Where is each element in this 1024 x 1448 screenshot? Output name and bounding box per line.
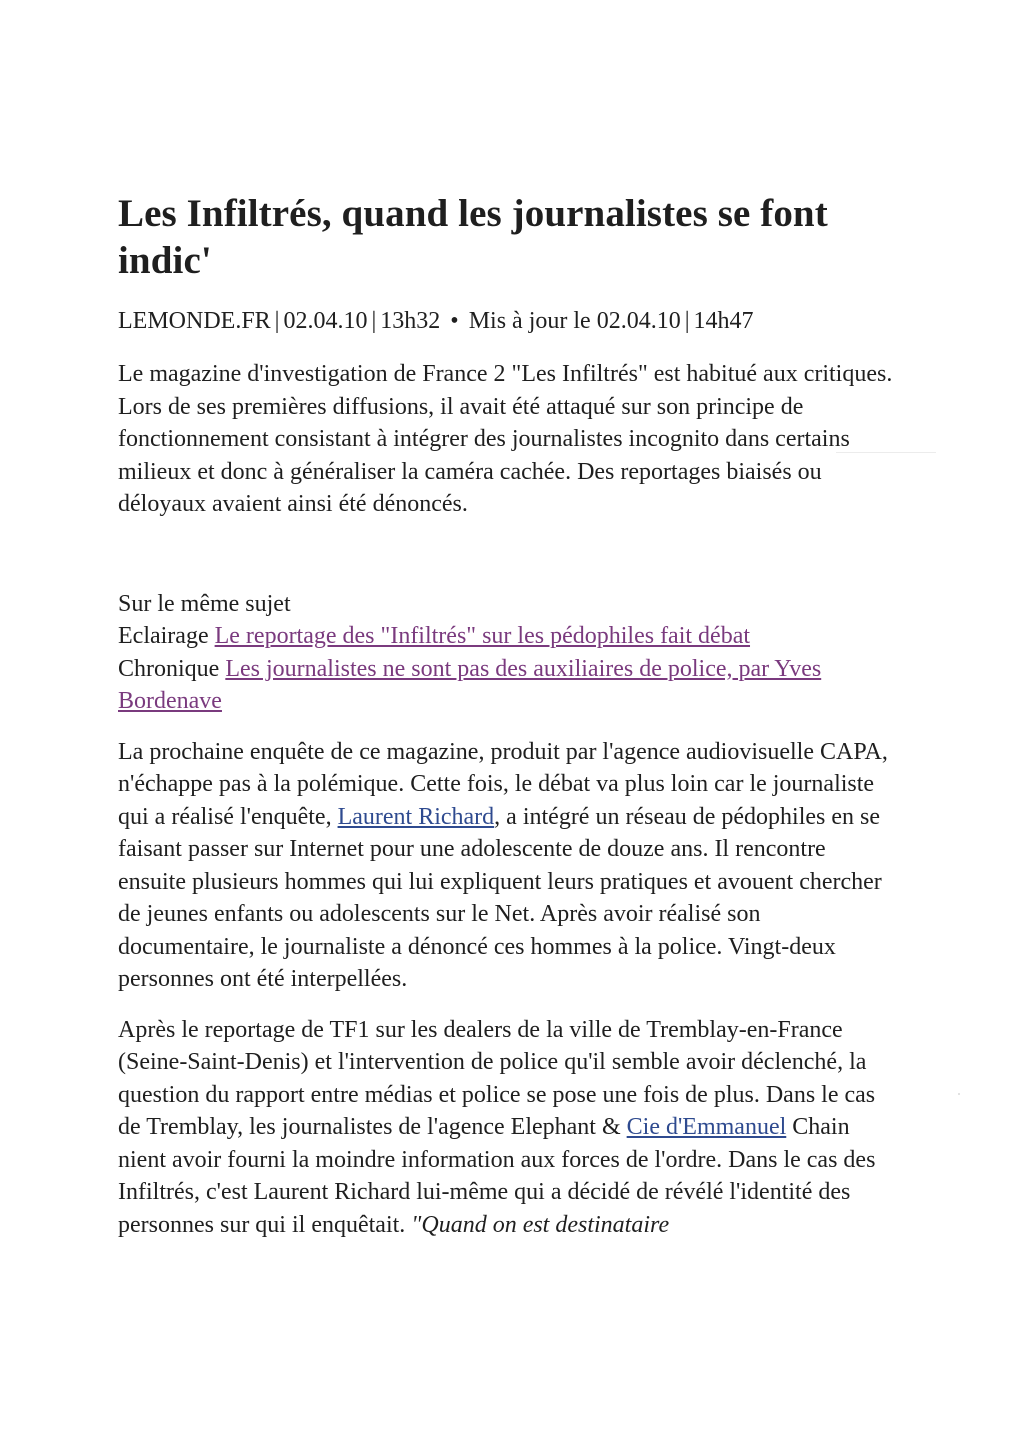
related-item: [118, 620, 898, 653]
byline-bullet: •: [450, 308, 459, 334]
paragraph-text: , a intégré un réseau de pédophiles en se faisant passer sur Internet pour une adolescente de douze ans. Il rencontre ensuite plusieurs hommes qui lui expliquent leurs pratiques et avouent chercher de jeunes enfants ou adolescents sur le Net. Après avoir réalisé son documentaire, le journaliste a dénoncé ces hommes à la police. Vingt-deux personnes ont été interpellées.: [118, 803, 882, 992]
byline-source: LEMONDE.FR: [118, 308, 271, 334]
related-link-chronique[interactable]: Les journalistes ne sont pas des auxiliaires de police, par Yves Bordenave: [118, 655, 822, 714]
byline-separator: |: [371, 308, 377, 334]
article: [118, 190, 898, 1241]
paragraph-text: La prochaine enquête de ce magazine, produit par l'agence audiovisuelle CAPA, n'échappe pas à la polémique. Cette fois, le débat va plus loin car le journaliste qui a réalisé l'enquête,: [118, 738, 888, 830]
quote-start: "Quand on est destinataire: [411, 1211, 670, 1238]
byline-time: 13h32: [380, 308, 441, 334]
related-link-eclairage[interactable]: Le reportage des "Infiltrés" sur les pédophiles fait débat: [214, 623, 751, 649]
link-laurent-richard[interactable]: Laurent Richard: [337, 803, 495, 830]
byline-separator: |: [274, 308, 280, 334]
paragraph-enquete: [118, 736, 898, 996]
related-item: [118, 653, 898, 718]
byline-separator: |: [684, 308, 690, 334]
paragraph-tremblay: [118, 1014, 898, 1242]
related-heading: Sur le même sujet: [118, 590, 291, 617]
related-kind: Eclairage: [118, 623, 209, 649]
byline: [118, 306, 898, 336]
related-kind: Chronique: [118, 655, 220, 682]
scan-artifact-line: [836, 452, 936, 453]
byline-date: 02.04.10: [283, 308, 368, 334]
byline-updated-prefix: Mis à jour le: [468, 308, 591, 334]
link-cie-emmanuel[interactable]: Cie d'Emmanuel: [626, 1114, 787, 1140]
paragraph-text: Chain nient avoir fourni la moindre information aux forces de l'ordre. Dans le cas des Infiltrés, c'est Laurent Richard lui-même qui a décidé de révélé l'identité des personnes sur qui il enquêtait.: [118, 1114, 876, 1238]
scan-artifact-dot: [958, 1093, 960, 1095]
paragraph-intro: Le magazine d'investigation de France 2 "Les Infiltrés" est habitué aux critiques. Lors de ses premières diffusions, il avait été attaqué sur son principe de fonctionnement consistant à intégrer des journalistes incognito dans certains milieux et donc à généraliser la caméra cachée. Des reportages biaisés ou déloyaux avaient ainsi été dénoncés.: [118, 361, 893, 517]
paragraph-text: Après le reportage de TF1 sur les dealers de la ville de Tremblay-en-France (Seine-Saint-Denis) et l'intervention de police qu'il semble avoir déclenché, la question du rapport entre médias et police se pose une fois de plus. Dans le cas de Tremblay, les journalistes de l'agence Elephant &: [118, 1016, 876, 1140]
related-articles: [118, 588, 898, 718]
byline-updated-date: 02.04.10: [596, 308, 681, 334]
byline-updated-time: 14h47: [693, 308, 754, 334]
article-title: Les Infiltrés, quand les journalistes se font indic': [118, 192, 828, 282]
